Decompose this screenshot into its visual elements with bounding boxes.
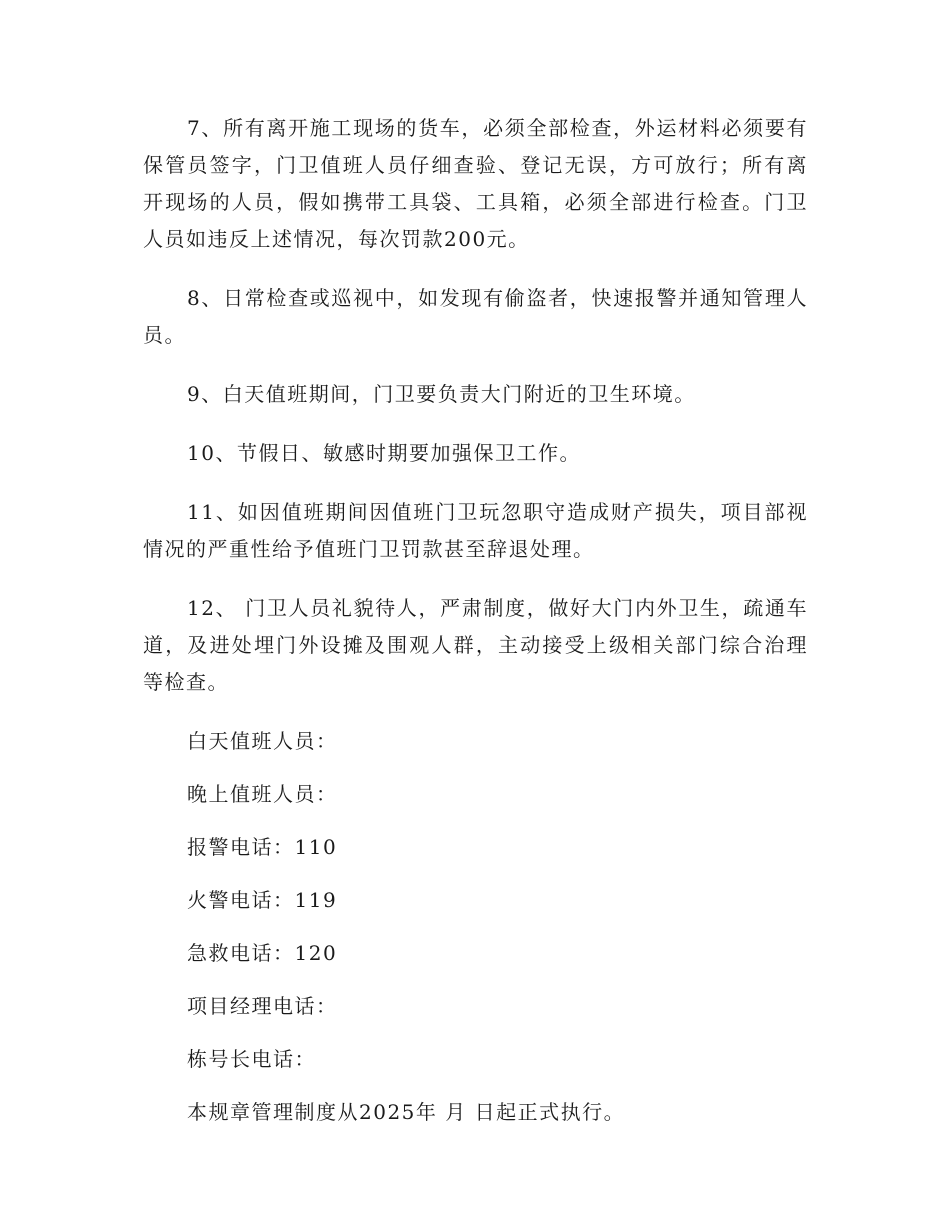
rule-paragraph-12: 12、 门卫人员礼貌待人，严肃制度，做好大门内外卫生，疏通车道，及进处埋门外设摊及围观人群，主动接受上级相关部门综合治理等检查。 — [143, 596, 808, 694]
fire-phone: 火警电话：119 — [187, 888, 338, 912]
document-body — [143, 110, 808, 1131]
rule-paragraph-9: 9、白天值班期间，门卫要负责大门附近的卫生环境。 — [187, 382, 696, 406]
night-shift-staff: 晚上值班人员： — [187, 782, 338, 806]
rule-paragraph-10: 10、节假日、敏感时期要加强保卫工作。 — [187, 441, 581, 465]
rule-paragraph-7: 7、所有离开施工现场的货车，必须全部检查，外运材料必须要有保管员签字，门卫值班人员仔细查验、登记无误，方可放行；所有离开现场的人员，假如携带工具袋、工具箱，必须全部进行检查。门卫人员如违反上述情况，每次罚款200元。 — [143, 116, 808, 251]
police-phone: 报警电话：110 — [187, 835, 338, 859]
building-supervisor-phone: 栋号长电话： — [187, 1047, 316, 1071]
ambulance-phone: 急救电话：120 — [187, 941, 338, 965]
rule-paragraph-11: 11、如因值班期间因值班门卫玩忽职守造成财产损失，项目部视情况的严重性给予值班门卫罚款甚至辞退处理。 — [143, 500, 808, 561]
day-shift-staff: 白天值班人员： — [187, 729, 338, 753]
rule-paragraph-8: 8、日常检查或巡视中，如发现有偷盗者，快速报警并通知管理人员。 — [143, 286, 808, 347]
project-manager-phone: 项目经理电话： — [187, 994, 338, 1018]
effective-date-statement: 本规章管理制度从2025年 月 日起正式执行。 — [187, 1100, 626, 1124]
